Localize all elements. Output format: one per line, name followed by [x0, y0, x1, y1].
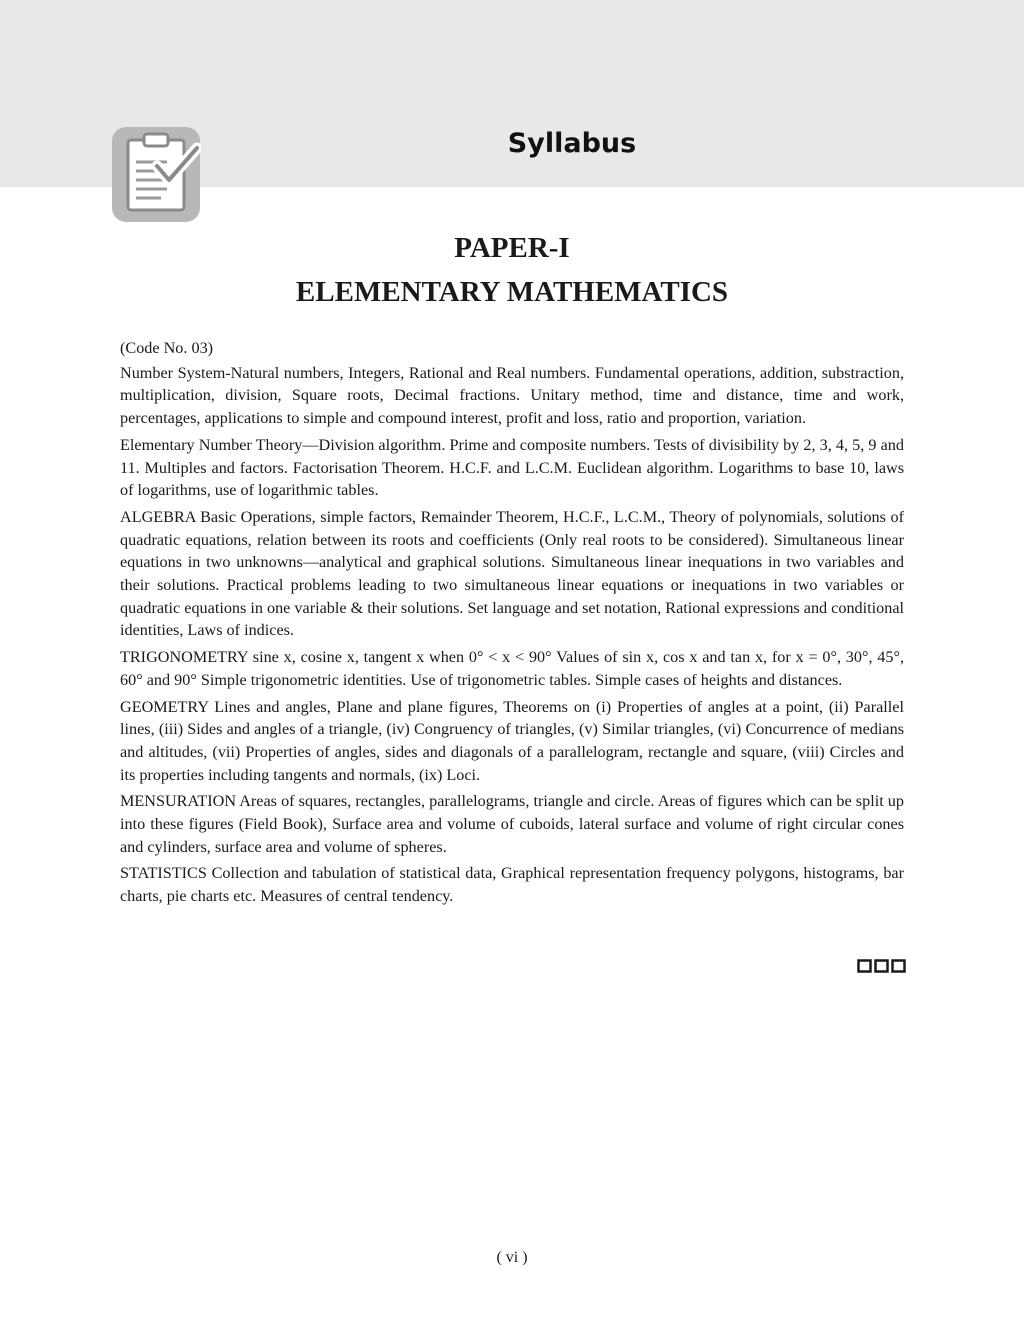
paper-number: PAPER-I [454, 232, 570, 264]
paper-title [0, 226, 1024, 314]
section-algebra: ALGEBRA Basic Operations, simple factors, Remainder Theorem, H.C.F., L.C.M., Theory of polynomials, solutions of quadratic equations, relation between its roots and coefficients (Only real roots to be considered). Simultaneous linear equations in two unknowns—analytical and graphical solutions. Simultaneous linear inequations in two variables and their solutions. Practical problems leading to two simultaneous linear equations or inequations in two variables or quadratic equations in one variable & their solutions. Set language and set notation, Rational expressions and conditional identities, Laws of indices. [120, 507, 905, 640]
three-squares-icon [857, 959, 907, 973]
paper-subject: ELEMENTARY MATHEMATICS [295, 276, 729, 308]
syllabus-content [120, 337, 904, 912]
section-number-system: Number System-Natural numbers, Integers, Rational and Real numbers. Fundamental operations, addition, substraction, multiplication, division, Square roots, Decimal fractions. Unitary method, time and distance, time and work, percentages, applications to simple and compound interest, profit and loss, ratio and proportion, variation. [120, 363, 904, 428]
header-title: Syllabus [507, 128, 637, 159]
code-number: (Code No. 03) [120, 339, 214, 357]
section-trigonometry: TRIGONOMETRY sine x, cosine x, tangent x when 0° < x < 90° Values of sin x, cos x and tan x, for x = 0°, 30°, 45°, 60° and 90° Simple trigonometric identities. Use of trigonometric tables. Simple cases of heights and distances. [120, 648, 904, 689]
section-statistics: STATISTICS Collection and tabulation of statistical data, Graphical representation frequency polygons, histograms, bar charts, pie charts etc. Measures of central tendency. [120, 864, 904, 906]
section-number-theory: Elementary Number Theory—Division algorithm. Prime and composite numbers. Tests of divisibility by 2, 3, 4, 5, 9 and 11. Multiples and factors. Factorisation Theorem. H.C.F. and L.C.M. Euclidean algorithm. Logarithms to base 10, laws of logarithms, use of logarithmic tables. [120, 435, 904, 500]
section-mensuration: MENSURATION Areas of squares, rectangles, parallelograms, triangle and circle. Areas of figures which can be split up into these figures (Field Book), Surface area and volume of cuboids, lateral surface and volume of right circular cones and cylinders, surface area and volume of spheres. [120, 792, 904, 856]
page-number: ( vi ) [496, 1249, 528, 1266]
section-geometry: GEOMETRY Lines and angles, Plane and plane figures, Theorems on (i) Properties of angles at a point, (ii) Parallel lines, (iii) Sides and angles of a triangle, (iv) Congruency of triangles, (v) Similar triangles, (vi) Concurrence of medians and altitudes, (vii) Properties of angles, sides and diagonals of a parallelogram, rectangle and square, (viii) Circles and its properties including tangents and normals, (ix) Loci. [120, 697, 904, 784]
